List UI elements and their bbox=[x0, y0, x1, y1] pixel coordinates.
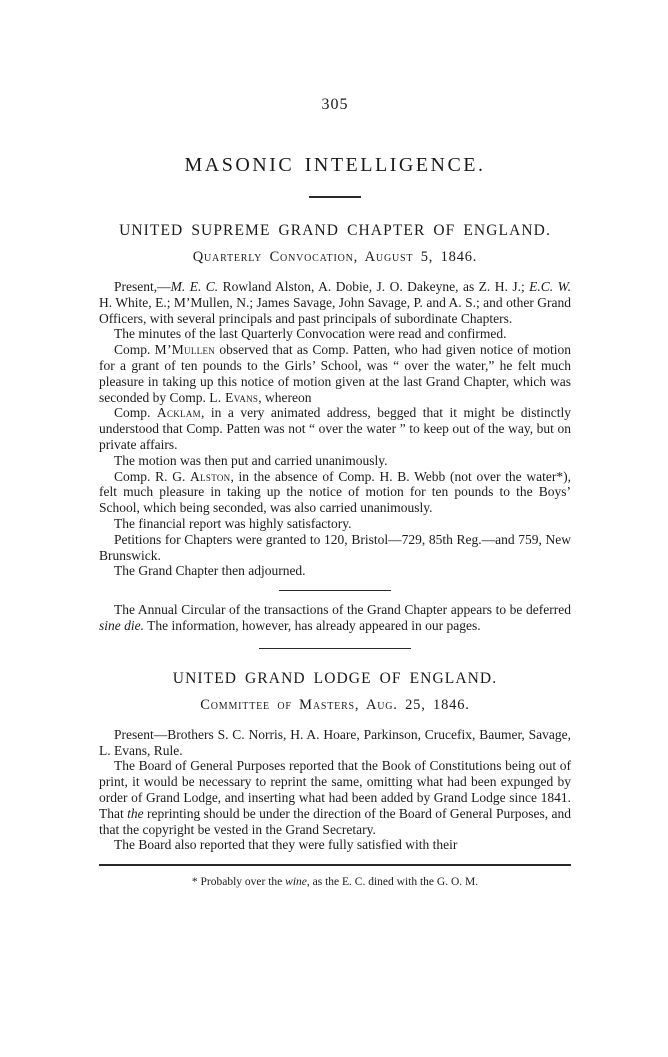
paragraph-annual-circular bbox=[99, 602, 571, 634]
paragraph-alston bbox=[99, 469, 571, 516]
text-run: Petitions for Chapters were granted to 120, Bristol—729, 85th Reg.—and 759, New Brunswick. bbox=[99, 531, 571, 563]
paragraph-minutes bbox=[99, 326, 571, 342]
paragraph-acklam bbox=[99, 405, 571, 452]
section-body bbox=[99, 279, 571, 579]
paragraph-adjourned bbox=[99, 563, 571, 579]
grand-lodge-section bbox=[99, 670, 571, 853]
text-run: , as the E. C. dined with the G. O. M. bbox=[306, 876, 479, 889]
paragraph-present-brothers bbox=[99, 727, 571, 759]
text-run: The motion was then put and carried unanimously. bbox=[114, 452, 388, 468]
text-run: Rowland Alston, A. Dobie, J. O. Dakeyne, as Z. H. J.; bbox=[218, 279, 530, 294]
section-heading: UNITED SUPREME GRAND CHAPTER OF ENGLAND. bbox=[119, 222, 551, 239]
paragraph-board-constitutions bbox=[99, 758, 571, 837]
paragraph-board-satisfied bbox=[99, 837, 571, 853]
text-run: wine bbox=[285, 876, 307, 889]
title-divider-rule bbox=[309, 196, 361, 198]
text-run: E.C. W. bbox=[529, 279, 572, 294]
text-run: M’Mullen bbox=[154, 342, 216, 358]
paragraph-present bbox=[99, 279, 571, 326]
text-run: Acklam bbox=[156, 405, 201, 421]
text-run: H. White, E.; M’Mullen, N.; James Savage, John Savage, P. and A. S.; and other Grand Officers, with several principals and past principals of subordinate Chapters. bbox=[99, 294, 571, 326]
paragraph-mcmullen bbox=[99, 342, 571, 405]
text-run: reprinting should be under the direction of the Board of General Purposes, and that the copyright be vested in the Grand Secretary. bbox=[99, 805, 572, 837]
text-run: Present,— bbox=[114, 279, 171, 294]
text-run: Present—Brothers S. C. Norris, H. A. Hoare, Parkinson, Crucefix, Baumer, Savage, L. Evans, Rule. bbox=[99, 726, 571, 758]
page-title: MASONIC INTELLIGENCE. bbox=[184, 154, 486, 176]
section-subheading: Quarterly Convocation, August 5, 1846. bbox=[192, 249, 478, 265]
section-subheading: Committee of Masters, Aug. 25, 1846. bbox=[200, 696, 470, 713]
text-run: the bbox=[127, 805, 144, 821]
text-column bbox=[99, 0, 571, 889]
text-run: observed that as Comp. Patten, who had given notice of motion for a grant of ten pounds to the Girls’ School, was “ over the water,” he felt much pleasure in taking up this notice of motion given at the last Grand Chapter, which was seconded by Comp. bbox=[99, 342, 571, 405]
text-run: The Board of General Purposes reported that the Book of Constitutions being out of print, it would be necessary to reprint the same, omitting what had been expunged by order of Grand Lodge, and inserting what had been added by Grand Lodge since 1841. That bbox=[99, 758, 571, 821]
text-run: , in the absence of Comp. H. B. Webb (not over the water*), felt much pleasure in taking up the notice of motion for ten pounds to the Boys’ School, which being seconded, was also carried unanimously. bbox=[99, 468, 571, 516]
text-run: * Probably over the bbox=[191, 876, 286, 889]
text-run: The information, however, has already appeared in our pages. bbox=[144, 617, 481, 633]
text-run: Alston bbox=[190, 468, 231, 484]
footnote-rule bbox=[99, 864, 571, 866]
text-run: , in a very animated address, begged that it might be distinctly understood that Comp. Patten was not “ over the water ” to keep out of the way, but on private affairs. bbox=[99, 405, 571, 452]
section-divider-rule bbox=[279, 590, 391, 591]
text-run: The minutes of the last Quarterly Convocation were read and confirmed. bbox=[114, 326, 507, 342]
section-body bbox=[99, 727, 571, 853]
text-run: Comp. bbox=[114, 405, 157, 421]
text-run: , whereon bbox=[258, 389, 312, 405]
text-run: Comp. bbox=[114, 342, 155, 358]
section-heading: UNITED GRAND LODGE OF ENGLAND. bbox=[172, 669, 498, 687]
paragraph-motion bbox=[99, 453, 571, 469]
paragraph-petitions bbox=[99, 532, 571, 564]
text-run: sine die. bbox=[99, 617, 144, 633]
text-run: Comp. R. G. bbox=[114, 468, 191, 484]
grand-chapter-section bbox=[99, 222, 571, 634]
text-run: M. E. C. bbox=[170, 279, 219, 294]
text-run: The Board also reported that they were fully satisfied with their bbox=[114, 837, 458, 853]
text-run: The financial report was highly satisfactory. bbox=[114, 515, 352, 531]
section-divider-rule bbox=[259, 648, 411, 649]
text-run: L. Evans bbox=[209, 389, 259, 405]
text-run: The Annual Circular of the transactions of the Grand Chapter appears to be deferred bbox=[114, 602, 571, 618]
text-run: The Grand Chapter then adjourned. bbox=[114, 563, 306, 579]
page-number: 305 bbox=[321, 96, 349, 113]
paragraph-financial bbox=[99, 516, 571, 532]
footnote bbox=[99, 875, 571, 889]
